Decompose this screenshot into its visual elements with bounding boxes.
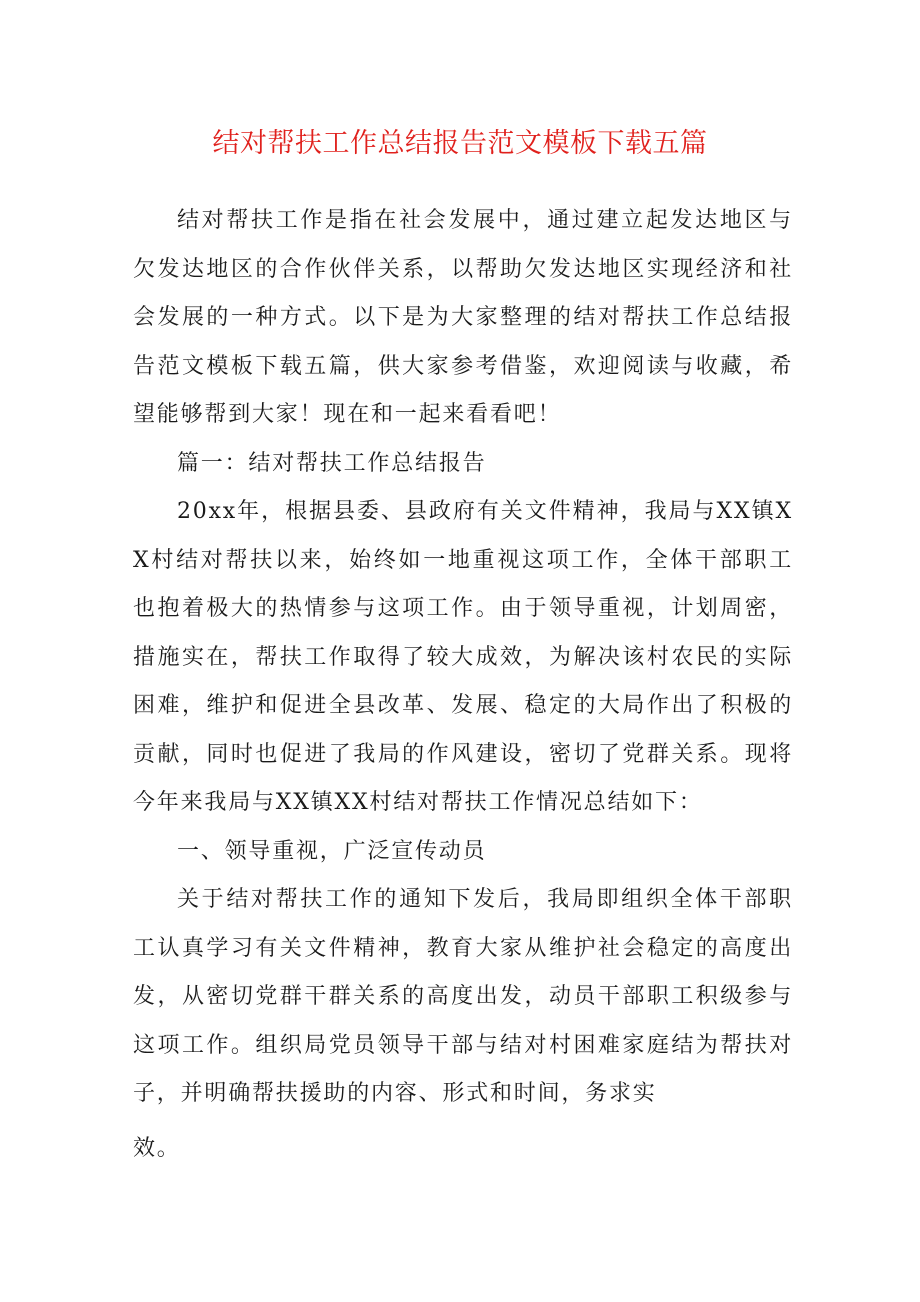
body-paragraph-summary: 20xx年，根据县委、县政府有关文件精神，我局与XX镇XX村结对帮扶以来，始终如一地重视这项工作，全体干部职工也抱着极大的热情参与这项工作。由于领导重视，计划周密，措施实在，帮扶工作取得了较大成效，为解决该村农民的实际困难，维护和促进全县改革、发展、稳定的大局作出了积极的贡献，同时也促进了我局的作风建设，密切了党群关系。现将今年来我局与XX镇XX村结对帮扶工作情况总结如下： bbox=[133, 499, 793, 815]
section-heading-part-one: 篇一：结对帮扶工作总结报告 bbox=[177, 450, 487, 476]
document-body bbox=[133, 197, 793, 1173]
body-paragraph-leadership: 关于结对帮扶工作的通知下发后，我局即组织全体干部职工认真学习有关文件精神，教育大家从维护社会稳定的高度出发，从密切党群干群关系的高度出发，动员干部职工积级参与这项工作。组织局党员领导干部与结对村困难家庭结为帮扶对子，并明确帮扶援助的内容、形式和时间，务求实 bbox=[133, 887, 793, 1106]
subsection-heading-leadership: 一、领导重视，广泛宣传动员 bbox=[177, 838, 487, 864]
intro-paragraph: 结对帮扶工作是指在社会发展中，通过建立起发达地区与欠发达地区的合作伙伴关系，以帮助欠发达地区实现经济和社会发展的一种方式。以下是为大家整理的结对帮扶工作总结报告范文模板下载五篇，供大家参考借鉴，欢迎阅读与收藏，希望能够帮到大家！现在和一起来看看吧！ bbox=[133, 208, 793, 427]
document-title: 结对帮扶工作总结报告范文模板下载五篇 bbox=[212, 128, 708, 159]
trailing-line: 效。 bbox=[133, 1135, 181, 1161]
